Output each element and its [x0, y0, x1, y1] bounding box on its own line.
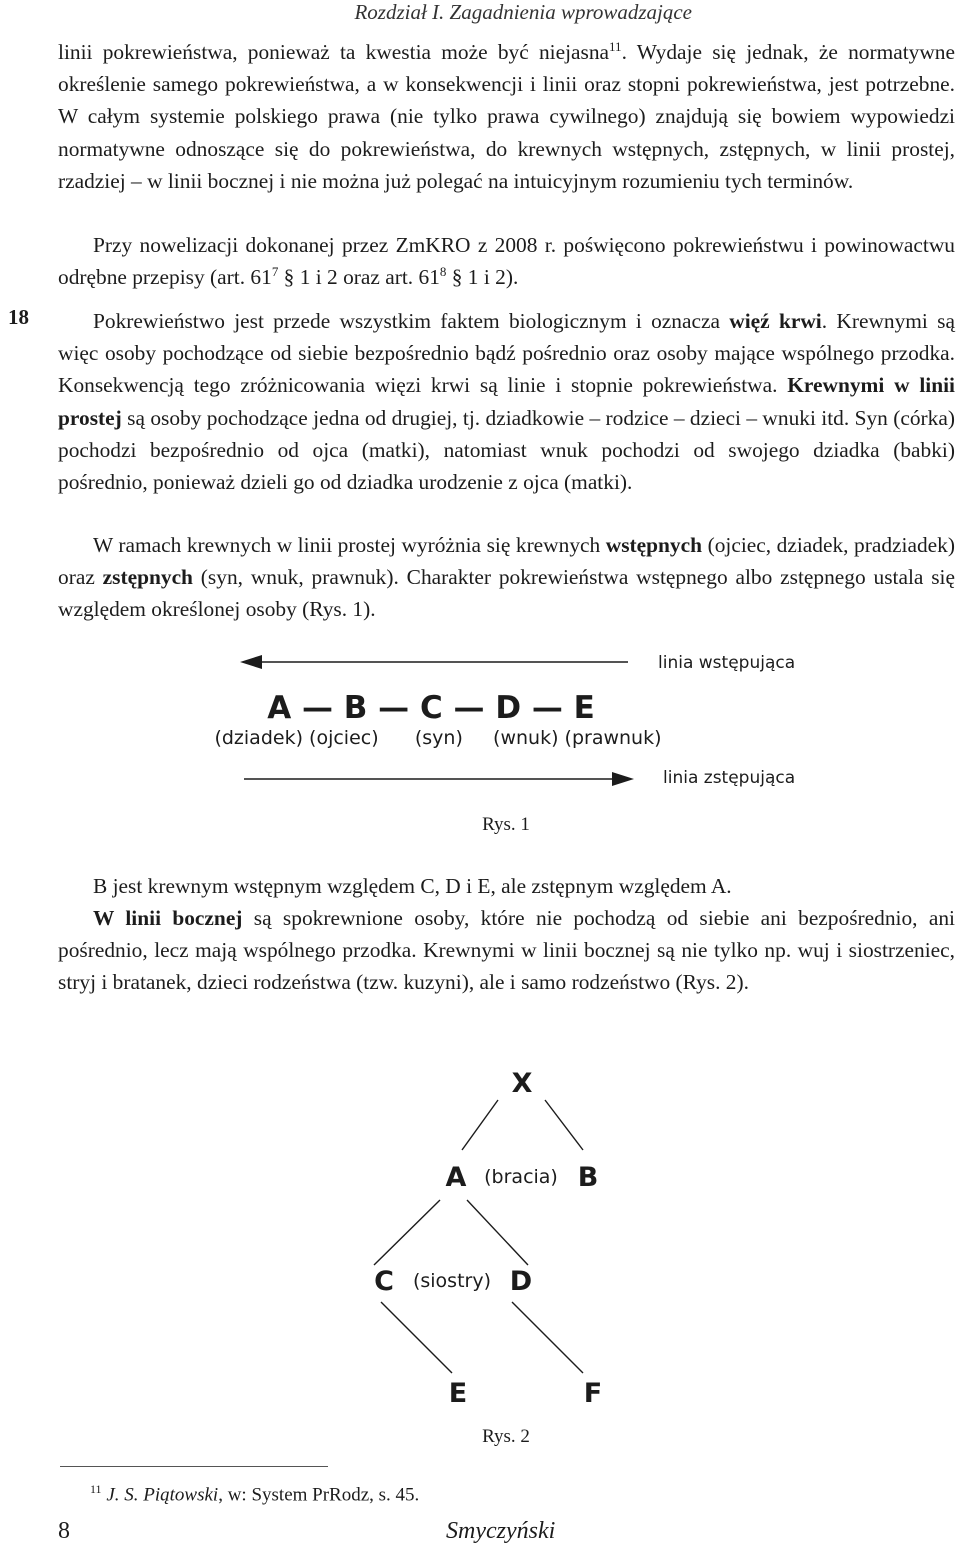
- paragraph-5: B jest krewnym wstępnym względem C, D i E, ale zstępnym względem A.: [93, 874, 732, 898]
- tree-edge-x-a: [462, 1100, 498, 1150]
- paragraph-2: [58, 229, 955, 293]
- tree-edge-a-c: [374, 1200, 440, 1265]
- node-d: D: [509, 1266, 533, 1297]
- sisters-label: (siostry): [412, 1270, 492, 1292]
- p2-text-b: § 1 i 2 oraz art. 61: [278, 265, 440, 290]
- tree-edge-c-e: [381, 1302, 452, 1373]
- footnote-text: , w: System PrRodz, s. 45.: [218, 1484, 420, 1506]
- footnote-rule: [60, 1466, 328, 1467]
- margin-number: 18: [8, 305, 29, 329]
- paragraph-3: [58, 305, 955, 498]
- p3-text-e: są osoby pochodzące jedna od drugiej, tj. dziadkowie – rodzice – dzieci – wnuki itd. Syn (córka) pochodzi bezpośrednio od ojca (matki), natomiast wnuk pochodzi od swojego dziadka (babki) pośrednio, ponieważ dzieli go od dziadka urodzenie z ojca (matki).: [58, 405, 955, 495]
- node-e: E: [448, 1378, 468, 1409]
- p4-bold-d: zstępnych: [102, 565, 193, 590]
- tree-edge-x-b: [545, 1100, 583, 1150]
- p3-bold-b: więź krwi: [729, 309, 822, 333]
- p3-bold-d: Krewnymi w linii prostej: [58, 373, 955, 430]
- page-number: 8: [58, 1518, 70, 1544]
- lineage-sequence: A — B — C — D — E: [267, 690, 595, 726]
- figure-1-caption: Rys. 1: [482, 814, 530, 835]
- footnote-author: J. S. Piątowski: [106, 1484, 219, 1506]
- p4-text-a: W ramach krewnych w linii prostej wyróżnia się krewnych: [93, 533, 606, 557]
- p3-text-c: . Krewnymi są więc osoby pochodzące od siebie bezpośrednio bądź pośrednio oraz osoby mające wspólnego przodka. Konsekwencją tego zróżnicowania więzi krwi są linie i stopnie pokrewieństwa.: [58, 309, 955, 398]
- node-b: B: [577, 1162, 599, 1193]
- p3-text-a: Pokrewieństwo jest przede wszystkim faktem biologicznym i oznacza: [93, 309, 730, 333]
- node-f: F: [583, 1378, 603, 1409]
- figure-1: [0, 640, 960, 840]
- descending-line-label: linia zstępująca: [663, 768, 796, 788]
- p4-bold-b: wstępnych: [605, 533, 703, 557]
- node-x: X: [511, 1068, 533, 1099]
- p2-sup-2: 8: [439, 264, 447, 280]
- ascending-line-label: linia wstępująca: [658, 653, 796, 673]
- p2-text-a: Przy nowelizacji dokonanej przez ZmKRO z 2008 r. poświęcono pokrewieństwu i powinowactwu odrębne przepisy (art. 61: [58, 233, 955, 290]
- author-name: Smyczyński: [446, 1518, 556, 1544]
- footnote-number: 11: [90, 1482, 102, 1496]
- node-c: C: [374, 1266, 394, 1297]
- footnote: [90, 1482, 419, 1506]
- tree-edge-d-f: [512, 1302, 583, 1373]
- p6-bold-a: W linii bocznej: [93, 906, 243, 930]
- p1-text-b: . Wydaje się jednak, że normatywne określenie samego pokrewieństwa, a w konsekwencji i linii oraz stopni pokrewieństwa, jest potrzebne. W całym systemie polskiego prawa (nie tylko prawa cywilnego) znajdują się bowiem wypowiedzi normatywne odnoszące się do pokrewieństwa, do krewnych wstępnych, zstępnych, w linii prostej, rzadziej – w linii bocznej i nie można już polegać na intuicyjnym rozumieniu tych terminów.: [58, 40, 955, 193]
- p2-text-c: § 1 i 2).: [446, 265, 519, 290]
- p4-text-e: (syn, wnuk, prawnuk). Charakter pokrewieństwa wstępnego albo zstępnego ustala się względem określonej osoby (Rys. 1).: [58, 565, 955, 622]
- right-arrowhead-icon: [612, 772, 634, 786]
- p4-text-c: (ojciec, dziadek, pradziadek) oraz: [58, 533, 955, 590]
- footnote-ref: 11: [609, 38, 622, 54]
- running-head: Rozdział I. Zagadnienia wprowadzające: [354, 0, 692, 24]
- p1-text-a: linii pokrewieństwa, ponieważ ta kwestia może być niejasna: [58, 40, 610, 64]
- paragraph-1: [58, 36, 955, 197]
- tree-edge-a-d: [467, 1200, 528, 1265]
- node-a: A: [445, 1162, 467, 1193]
- figure-2-caption: Rys. 2: [482, 1426, 530, 1447]
- paragraph-6: [58, 902, 955, 999]
- left-arrowhead-icon: [240, 655, 262, 669]
- brothers-label: (bracia): [484, 1166, 558, 1188]
- p2-sup-1: 7: [271, 264, 279, 280]
- paragraph-4: [58, 529, 955, 626]
- lineage-labels: (dziadek) (ojciec) (syn) (wnuk) (prawnuk): [214, 727, 662, 749]
- figure-2: [0, 1050, 960, 1460]
- p6-text-b: są spokrewnione osoby, które nie pochodzą od siebie ani bezpośrednio, ani pośrednio, lecz mają wspólnego przodka. Krewnymi w linii bocznej są nie tylko np. wuj i siostrzeniec, stryj i bratanek, dzieci rodzeństwa (tzw. kuzyni), ale i samo rodzeństwo (Rys. 2).: [58, 906, 955, 995]
